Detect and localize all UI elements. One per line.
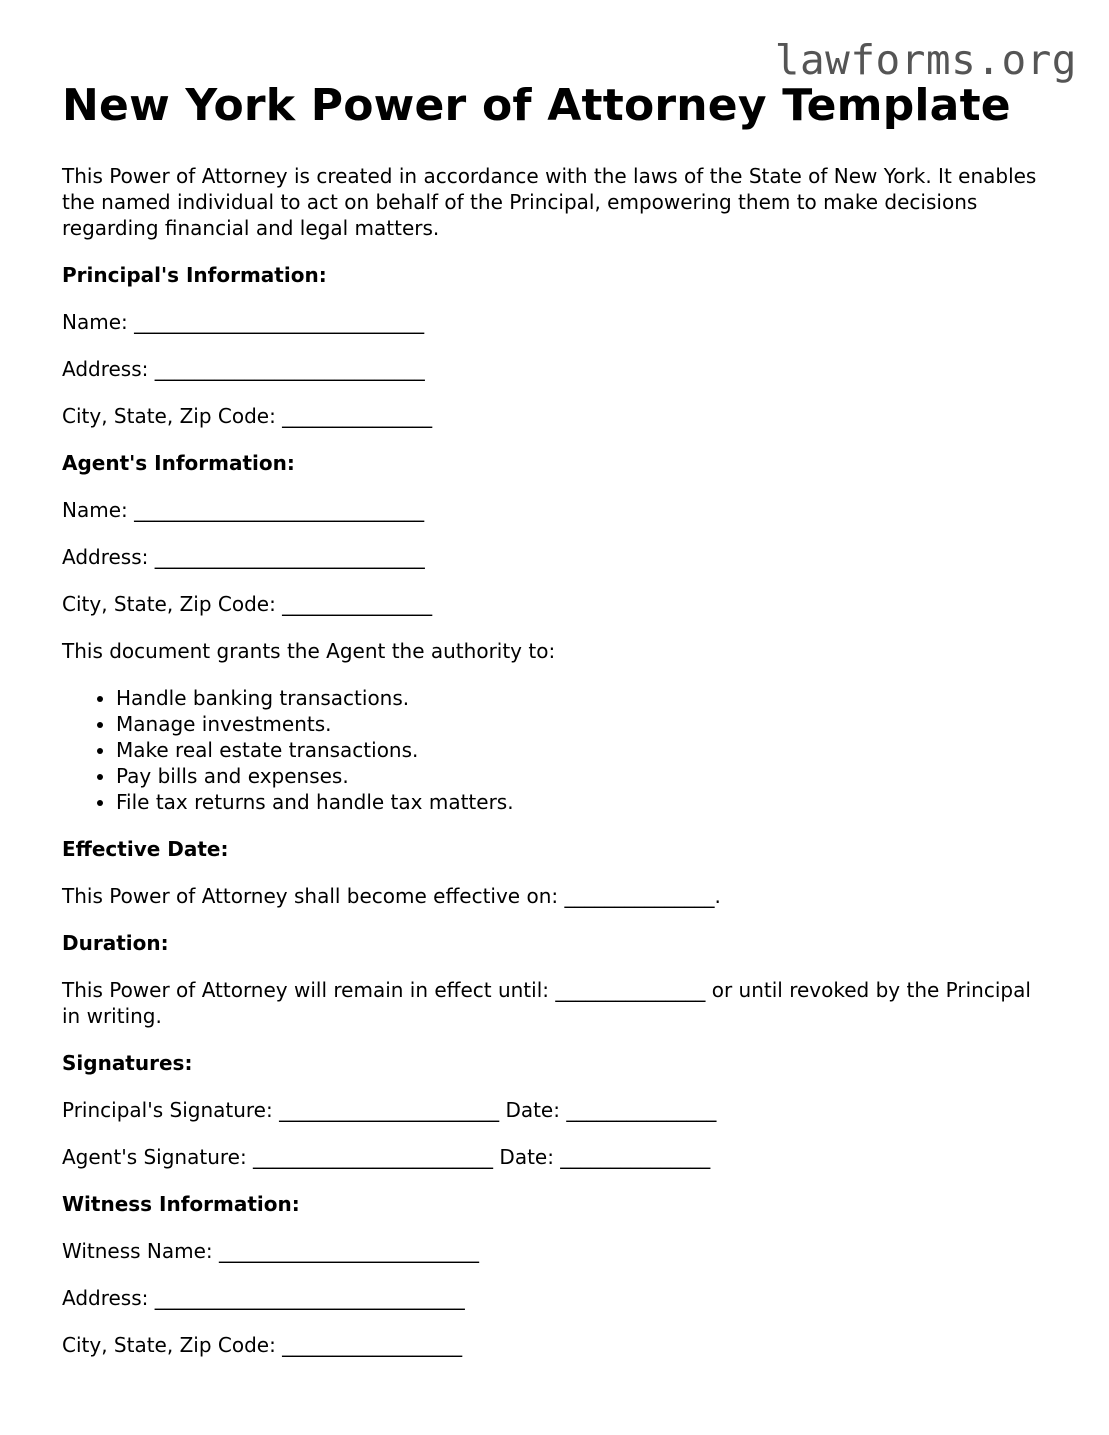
duration-heading: Duration: xyxy=(62,931,169,955)
list-item: • Handle banking transactions. xyxy=(116,685,1052,711)
watermark-logo: lawforms.org xyxy=(774,36,1077,84)
list-item: • Make real estate transactions. xyxy=(116,737,1052,763)
agent-address-field[interactable]: Address: ___________________________ xyxy=(62,545,425,569)
agent-city-field[interactable]: City, State, Zip Code: _______________ xyxy=(62,592,433,616)
effective-date-heading: Effective Date: xyxy=(62,837,229,861)
principal-address-field[interactable]: Address: ___________________________ xyxy=(62,357,425,381)
duration-field[interactable]: This Power of Attorney will remain in effect until: _______________ or until revoked by the Principal in writing. xyxy=(62,978,1031,1028)
document-page xyxy=(62,78,1052,1358)
list-item: • Pay bills and expenses. xyxy=(116,763,1052,789)
agent-signature-field[interactable]: Agent's Signature: ________________________ Date: _______________ xyxy=(62,1145,711,1169)
list-item: • File tax returns and handle tax matters. xyxy=(116,789,1052,815)
intro-paragraph: This Power of Attorney is created in accordance with the laws of the State of New York. It enables the named individual to act on behalf of the Principal, empowering them to make decisions regarding financial and legal matters. xyxy=(62,164,1037,240)
agent-name-field[interactable]: Name: _____________________________ xyxy=(62,498,425,522)
agent-heading: Agent's Information: xyxy=(62,451,295,475)
authority-list xyxy=(62,685,1052,815)
principal-name-field[interactable]: Name: _____________________________ xyxy=(62,310,425,334)
page-title: New York Power of Attorney Template xyxy=(62,80,1011,131)
authority-lead: This document grants the Agent the authority to: xyxy=(62,639,556,663)
witness-city-field[interactable]: City, State, Zip Code: __________________ xyxy=(62,1333,463,1357)
effective-date-field[interactable]: This Power of Attorney shall become effective on: _______________. xyxy=(62,884,721,908)
principal-heading: Principal's Information: xyxy=(62,263,327,287)
principal-city-field[interactable]: City, State, Zip Code: _______________ xyxy=(62,404,433,428)
witness-heading: Witness Information: xyxy=(62,1192,300,1216)
list-item: • Manage investments. xyxy=(116,711,1052,737)
witness-address-field[interactable]: Address: _______________________________ xyxy=(62,1286,465,1310)
principal-signature-field[interactable]: Principal's Signature: ______________________ Date: _______________ xyxy=(62,1098,717,1122)
signatures-heading: Signatures: xyxy=(62,1051,193,1075)
witness-name-field[interactable]: Witness Name: __________________________ xyxy=(62,1239,480,1263)
